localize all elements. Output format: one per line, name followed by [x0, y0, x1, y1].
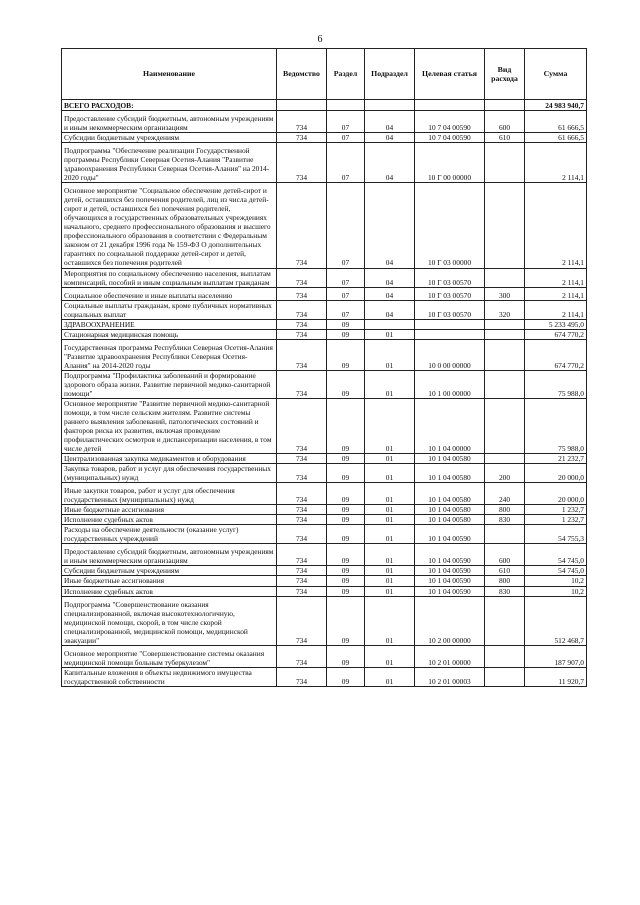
total-label: ВСЕГО РАСХОДОВ: — [62, 100, 277, 111]
row-vid: 610 — [485, 566, 525, 576]
row-podrazdel: 04 — [365, 143, 415, 183]
total-empty-cell — [415, 100, 485, 111]
total-empty-cell — [485, 100, 525, 111]
table-row — [62, 454, 587, 464]
row-sum: 512 468,7 — [525, 596, 587, 645]
row-vedomstvo: 734 — [277, 544, 327, 566]
row-podrazdel: 04 — [365, 111, 415, 133]
header-name: Наименование — [62, 49, 277, 100]
row-podrazdel: 04 — [365, 133, 415, 143]
row-podrazdel: 01 — [365, 586, 415, 596]
row-podrazdel: 01 — [365, 339, 415, 370]
row-sum: 674 770,2 — [525, 339, 587, 370]
row-vedomstvo: 734 — [277, 566, 327, 576]
row-razdel: 09 — [327, 515, 365, 525]
row-podrazdel: 01 — [365, 596, 415, 645]
row-vid: 830 — [485, 515, 525, 525]
row-sum: 61 666,5 — [525, 133, 587, 143]
row-target: 10 1 04 00590 — [415, 525, 485, 544]
header-vid: Вид расхода — [485, 49, 525, 100]
row-name: Предоставление субсидий бюджетным, автономным учреждениям и иным некоммерческим организациям — [62, 111, 277, 133]
row-vid — [485, 398, 525, 453]
row-target: 10 2 01 00000 — [415, 645, 485, 667]
row-target: 10 1 04 00580 — [415, 454, 485, 464]
row-podrazdel: 01 — [365, 370, 415, 398]
row-razdel: 09 — [327, 505, 365, 515]
row-podrazdel: 01 — [365, 398, 415, 453]
row-target: 10 Г 03 00000 — [415, 183, 485, 268]
row-sum: 2 114,1 — [525, 183, 587, 268]
row-name: Централизованная закупка медикаментов и оборудования — [62, 454, 277, 464]
row-vedomstvo: 734 — [277, 111, 327, 133]
row-podrazdel: 01 — [365, 454, 415, 464]
table-row — [62, 586, 587, 596]
row-target — [415, 329, 485, 339]
row-vid: 800 — [485, 576, 525, 586]
row-vedomstvo: 734 — [277, 287, 327, 300]
row-vedomstvo: 734 — [277, 576, 327, 586]
row-vid: 800 — [485, 505, 525, 515]
row-vedomstvo: 734 — [277, 525, 327, 544]
row-vid — [485, 183, 525, 268]
row-sum: 54 745,0 — [525, 566, 587, 576]
row-target: 10 1 04 00580 — [415, 515, 485, 525]
row-vedomstvo: 734 — [277, 464, 327, 483]
row-target: 10 Г 03 00570 — [415, 268, 485, 287]
row-target: 10 7 04 00590 — [415, 111, 485, 133]
row-razdel: 09 — [327, 596, 365, 645]
row-vedomstvo: 734 — [277, 596, 327, 645]
row-name: Расходы на обеспечение деятельности (оказание услуг) государственных учреждений — [62, 525, 277, 544]
row-target: 10 1 04 00590 — [415, 586, 485, 596]
table-row — [62, 483, 587, 505]
row-vedomstvo: 734 — [277, 339, 327, 370]
row-podrazdel: 01 — [365, 329, 415, 339]
row-vedomstvo: 734 — [277, 143, 327, 183]
row-target: 10 1 04 00590 — [415, 576, 485, 586]
row-razdel: 07 — [327, 268, 365, 287]
row-vedomstvo: 734 — [277, 398, 327, 453]
row-vedomstvo: 734 — [277, 133, 327, 143]
table-row — [62, 268, 587, 287]
row-sum: 61 666,5 — [525, 111, 587, 133]
row-vid — [485, 645, 525, 667]
row-name: Иные бюджетные ассигнования — [62, 576, 277, 586]
row-target: 10 Г 03 00570 — [415, 300, 485, 319]
table-row — [62, 576, 587, 586]
row-razdel: 09 — [327, 319, 365, 329]
page-number: 6 — [317, 34, 323, 45]
row-sum: 10,2 — [525, 586, 587, 596]
row-sum: 5 233 495,0 — [525, 319, 587, 329]
table-row — [62, 111, 587, 133]
row-name: Социальное обеспечение и иные выплаты населению — [62, 287, 277, 300]
row-sum: 2 114,1 — [525, 287, 587, 300]
row-sum: 21 232,7 — [525, 454, 587, 464]
row-sum: 54 755,3 — [525, 525, 587, 544]
row-vedomstvo: 734 — [277, 515, 327, 525]
row-vedomstvo: 734 — [277, 319, 327, 329]
row-vid: 600 — [485, 544, 525, 566]
row-razdel: 09 — [327, 339, 365, 370]
row-sum: 2 114,1 — [525, 268, 587, 287]
row-razdel: 07 — [327, 287, 365, 300]
row-name: Подпрограмма "Профилактика заболеваний и формирование здорового образа жизни. Развитие первичной медико-санитарной помощи" — [62, 370, 277, 398]
row-vid — [485, 596, 525, 645]
table-row — [62, 645, 587, 667]
row-vid: 200 — [485, 464, 525, 483]
row-vid — [485, 454, 525, 464]
row-vedomstvo: 734 — [277, 300, 327, 319]
row-vedomstvo: 734 — [277, 370, 327, 398]
row-target: 10 1 00 00000 — [415, 370, 485, 398]
row-podrazdel: 01 — [365, 576, 415, 586]
row-vid: 300 — [485, 287, 525, 300]
row-sum: 54 745,0 — [525, 544, 587, 566]
row-name: Закупка товаров, работ и услуг для обеспечения государственных (муниципальных) нужд — [62, 464, 277, 483]
total-row — [62, 100, 587, 111]
budget-table — [61, 48, 587, 687]
row-target: 10 1 04 00000 — [415, 398, 485, 453]
row-razdel: 09 — [327, 329, 365, 339]
row-razdel: 07 — [327, 111, 365, 133]
row-sum: 674 770,2 — [525, 329, 587, 339]
row-razdel: 09 — [327, 566, 365, 576]
header-target: Целевая статья — [415, 49, 485, 100]
row-name: Основное мероприятие "Социальное обеспечение детей-сирот и детей, оставшихся без попечения родителей, лиц из числа детей-сирот и детей, оставшихся без попечения родителей, обучающихся в государственных образовательных учреждениях начального, среднего профессионального образования и высшего профессионального образования в соответствии с Федеральным законом от 21 декабря 1996 года № 159-ФЗ О дополнительных гарантиях по социальной поддержке детей-сирот и детей, оставшихся без попечения родителей — [62, 183, 277, 268]
row-name: Мероприятия по социальному обеспечению населения, выплатам компенсаций, пособий и иным социальным выплатам гражданам — [62, 268, 277, 287]
table-row — [62, 183, 587, 268]
row-vid — [485, 329, 525, 339]
row-target: 10 1 04 00590 — [415, 566, 485, 576]
header-podrazdel: Подраздел — [365, 49, 415, 100]
row-razdel: 09 — [327, 645, 365, 667]
table-row — [62, 287, 587, 300]
header-sum: Сумма — [525, 49, 587, 100]
row-name: Подпрограмма "Совершенствование оказания специализированной, включая высокотехнологичную, медицинской помощи, скорой, в том числе скорой специализированной, медицинской помощи, медицинской эвакуации" — [62, 596, 277, 645]
row-podrazdel: 04 — [365, 268, 415, 287]
total-empty-cell — [277, 100, 327, 111]
row-podrazdel: 04 — [365, 300, 415, 319]
row-name: Социальные выплаты гражданам, кроме публичных нормативных социальных выплат — [62, 300, 277, 319]
table-row — [62, 464, 587, 483]
row-razdel: 09 — [327, 667, 365, 686]
table-body — [62, 100, 587, 687]
row-vid — [485, 339, 525, 370]
row-sum: 2 114,1 — [525, 143, 587, 183]
row-vid — [485, 268, 525, 287]
table-row — [62, 133, 587, 143]
row-target: 10 0 00 00000 — [415, 339, 485, 370]
table-row — [62, 300, 587, 319]
table-row — [62, 515, 587, 525]
row-sum: 187 907,0 — [525, 645, 587, 667]
row-razdel: 09 — [327, 544, 365, 566]
row-vid — [485, 319, 525, 329]
row-name: Основное мероприятие "Совершенствование системы оказания медицинской помощи больным туберкулезом" — [62, 645, 277, 667]
row-name: ЗДРАВООХРАНЕНИЕ — [62, 319, 277, 329]
row-name: Подпрограмма "Обеспечение реализации Государственной программы Республики Северная Осетия-Алания "Развитие здравоохранения Республики Северная Осетия-Алания" на 2014-2020 годы" — [62, 143, 277, 183]
row-name: Исполнение судебных актов — [62, 586, 277, 596]
row-vid: 240 — [485, 483, 525, 505]
row-razdel: 09 — [327, 525, 365, 544]
row-name: Государственная программа Республики Северная Осетия-Алания "Развитие здравоохранения Республики Северная Осетия-Алания" на 2014-2020 годы — [62, 339, 277, 370]
row-razdel: 09 — [327, 464, 365, 483]
row-sum: 1 232,7 — [525, 515, 587, 525]
row-name: Капитальные вложения в объекты недвижимого имущества государственной собственности — [62, 667, 277, 686]
table-row — [62, 667, 587, 686]
row-razdel: 09 — [327, 370, 365, 398]
row-target: 10 2 00 00000 — [415, 596, 485, 645]
table-row — [62, 398, 587, 453]
row-vid — [485, 667, 525, 686]
table-row — [62, 525, 587, 544]
row-name: Стационарная медицинская помощь — [62, 329, 277, 339]
header-razdel: Раздел — [327, 49, 365, 100]
table-row — [62, 596, 587, 645]
row-target: 10 Г 03 00570 — [415, 287, 485, 300]
row-sum: 20 000,0 — [525, 464, 587, 483]
row-razdel: 07 — [327, 183, 365, 268]
row-target — [415, 319, 485, 329]
total-sum: 24 983 940,7 — [525, 100, 587, 111]
row-razdel: 09 — [327, 398, 365, 453]
row-vid — [485, 370, 525, 398]
header-vedomstvo: Ведомство — [277, 49, 327, 100]
row-name: Субсидии бюджетным учреждениям — [62, 133, 277, 143]
row-razdel: 07 — [327, 300, 365, 319]
row-podrazdel: 01 — [365, 515, 415, 525]
row-target: 10 2 01 00003 — [415, 667, 485, 686]
row-name: Субсидии бюджетным учреждениям — [62, 566, 277, 576]
row-podrazdel: 01 — [365, 505, 415, 515]
row-name: Предоставление субсидий бюджетным, автономным учреждениям и иным некоммерческим организациям — [62, 544, 277, 566]
row-name: Иные закупки товаров, работ и услуг для обеспечения государственных (муниципальных) нужд — [62, 483, 277, 505]
row-podrazdel: 01 — [365, 566, 415, 576]
row-vid — [485, 525, 525, 544]
row-podrazdel: 01 — [365, 544, 415, 566]
table-row — [62, 319, 587, 329]
row-vid: 830 — [485, 586, 525, 596]
row-razdel: 09 — [327, 586, 365, 596]
row-sum: 1 232,7 — [525, 505, 587, 515]
row-podrazdel: 04 — [365, 287, 415, 300]
row-razdel: 09 — [327, 576, 365, 586]
row-vid: 320 — [485, 300, 525, 319]
row-sum: 20 000,0 — [525, 483, 587, 505]
row-vid — [485, 143, 525, 183]
row-vedomstvo: 734 — [277, 268, 327, 287]
row-sum: 11 920,7 — [525, 667, 587, 686]
table-row — [62, 329, 587, 339]
row-target: 10 7 04 00590 — [415, 133, 485, 143]
row-vedomstvo: 734 — [277, 586, 327, 596]
row-vedomstvo: 734 — [277, 505, 327, 515]
row-target: 10 Г 00 00000 — [415, 143, 485, 183]
row-vedomstvo: 734 — [277, 183, 327, 268]
table-header-row — [62, 49, 587, 100]
row-vedomstvo: 734 — [277, 454, 327, 464]
row-vedomstvo: 734 — [277, 329, 327, 339]
row-razdel: 09 — [327, 483, 365, 505]
total-empty-cell — [365, 100, 415, 111]
row-sum: 75 988,0 — [525, 398, 587, 453]
table-row — [62, 339, 587, 370]
row-podrazdel: 01 — [365, 483, 415, 505]
table-row — [62, 370, 587, 398]
row-podrazdel: 01 — [365, 645, 415, 667]
row-target: 10 1 04 00580 — [415, 483, 485, 505]
row-podrazdel: 01 — [365, 525, 415, 544]
row-podrazdel — [365, 319, 415, 329]
row-target: 10 1 04 00580 — [415, 464, 485, 483]
row-vedomstvo: 734 — [277, 483, 327, 505]
table-row — [62, 544, 587, 566]
row-name: Иные бюджетные ассигнования — [62, 505, 277, 515]
row-sum: 10,2 — [525, 576, 587, 586]
row-name: Исполнение судебных актов — [62, 515, 277, 525]
row-target: 10 1 04 00580 — [415, 505, 485, 515]
row-target: 10 1 04 00590 — [415, 544, 485, 566]
table-row — [62, 143, 587, 183]
row-razdel: 07 — [327, 143, 365, 183]
row-vedomstvo: 734 — [277, 667, 327, 686]
row-vid: 610 — [485, 133, 525, 143]
total-empty-cell — [327, 100, 365, 111]
row-podrazdel: 01 — [365, 464, 415, 483]
table-row — [62, 566, 587, 576]
row-razdel: 09 — [327, 454, 365, 464]
row-podrazdel: 04 — [365, 183, 415, 268]
row-vedomstvo: 734 — [277, 645, 327, 667]
row-sum: 2 114,1 — [525, 300, 587, 319]
row-name: Основное мероприятие "Развитие первичной медико-санитарной помощи, в том числе сельским жителям. Развитие системы раннего выявления заболеваний, патологических состояний и факторов риска их развития, включая проведение профилактических осмотров и диспансеризации населения, в том числе детей — [62, 398, 277, 453]
table-row — [62, 505, 587, 515]
row-podrazdel: 01 — [365, 667, 415, 686]
row-razdel: 07 — [327, 133, 365, 143]
row-sum: 75 988,0 — [525, 370, 587, 398]
row-vid: 600 — [485, 111, 525, 133]
